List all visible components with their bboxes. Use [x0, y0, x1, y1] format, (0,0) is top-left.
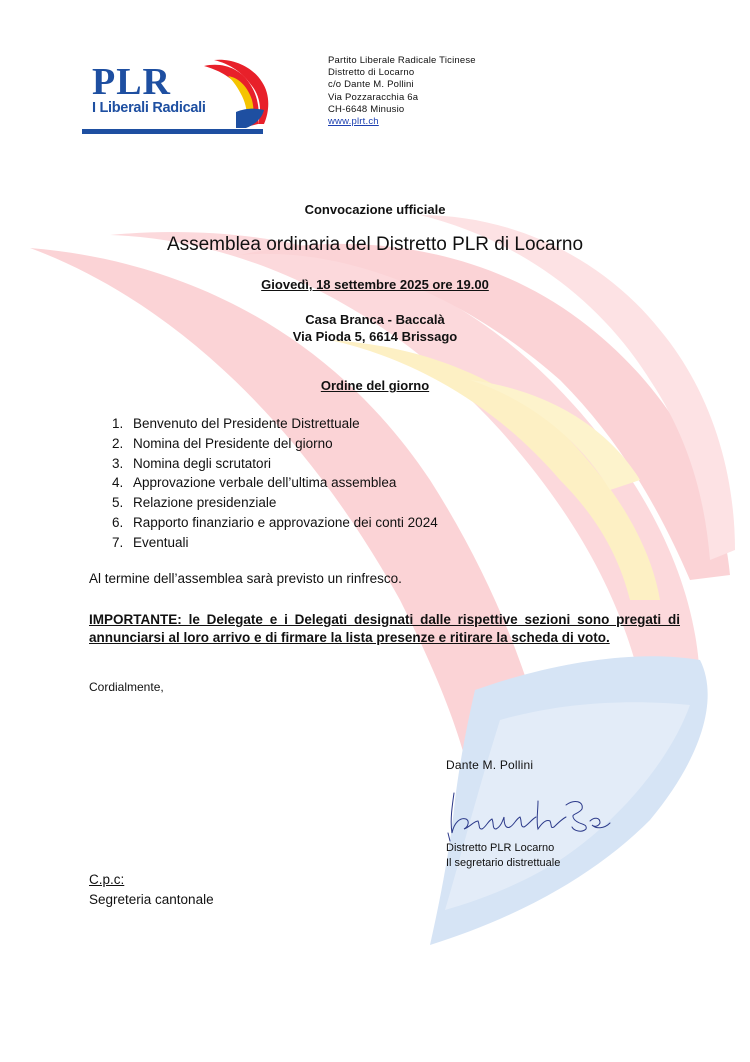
- salutation: Cordialmente,: [89, 680, 164, 694]
- logo-underline: [82, 129, 263, 134]
- venue-name: Casa Branca - Baccalà: [305, 312, 445, 327]
- agenda-item: [112, 513, 438, 533]
- agenda-text: Approvazione verbale dell’ultima assemblea: [133, 475, 397, 491]
- signer-role: Il segretario distrettuale: [446, 857, 561, 869]
- handwritten-signature: [440, 783, 620, 843]
- agenda-number: 6.: [112, 514, 124, 530]
- logo-subtitle: I Liberali Radicali: [92, 100, 206, 116]
- agenda-number: 4.: [112, 475, 124, 491]
- logo-mark: PLR: [92, 61, 171, 103]
- agenda-number: 3.: [112, 455, 124, 471]
- address-line: CH-6648 Minusio: [328, 103, 405, 115]
- agenda-heading: Ordine del giorno: [320, 378, 430, 393]
- signer-organization: Distretto PLR Locarno: [446, 842, 555, 854]
- cc-recipient: Segreteria cantonale: [89, 892, 214, 907]
- agenda-number: 1.: [112, 416, 124, 431]
- address-line: Distretto di Locarno: [328, 67, 415, 79]
- meeting-date: Giovedì, 18 settembre 2025 ore 19.00: [261, 277, 489, 292]
- important-period: .: [605, 629, 610, 645]
- agenda-number: 2.: [112, 435, 124, 451]
- agenda-item: [112, 473, 438, 493]
- agenda-list: [112, 414, 438, 553]
- important-notice: [89, 611, 680, 646]
- important-text: IMPORTANTE: le Delegate e i Delegati designati dalle rispettive sezioni sono pregati di annunciarsi al loro arrivo e di firmare la lista presenze e ritirare la scheda di voto: [89, 612, 680, 645]
- agenda-text: Nomina del Presidente del giorno: [133, 435, 333, 451]
- agenda-number: 7.: [112, 534, 124, 550]
- agenda-number: 5.: [112, 495, 124, 511]
- agenda-text: Rapporto finanziario e approvazione dei conti 2024: [133, 514, 438, 530]
- cc-label: C.p.c:: [89, 872, 125, 887]
- agenda-item: [112, 533, 438, 553]
- agenda-item: [112, 434, 438, 454]
- venue-address: Via Pioda 5, 6614 Brissago: [292, 329, 458, 344]
- closing-note: Al termine dell’assemblea sarà previsto un rinfresco.: [89, 571, 402, 586]
- agenda-item: [112, 493, 438, 513]
- address-line: c/o Dante M. Pollini: [328, 79, 414, 91]
- agenda-item: [112, 454, 438, 474]
- plr-logo: [82, 58, 272, 140]
- document-title: Assemblea ordinaria del Distretto PLR di Locarno: [166, 234, 584, 255]
- agenda-item: [112, 414, 438, 434]
- flame-icon: [202, 58, 272, 130]
- agenda-text: Eventuali: [133, 534, 189, 550]
- signer-name: Dante M. Pollini: [446, 758, 534, 772]
- agenda-text: Benvenuto del Presidente Distrettuale: [133, 416, 360, 431]
- convocation-label: Convocazione ufficiale: [304, 202, 446, 217]
- sender-address: [328, 55, 476, 128]
- address-line: Via Pozzaracchia 6a: [328, 91, 419, 103]
- website-link[interactable]: www.plrt.ch: [328, 116, 379, 128]
- agenda-text: Nomina degli scrutatori: [133, 455, 272, 471]
- agenda-text: Relazione presidenziale: [133, 495, 277, 511]
- address-line: Partito Liberale Radicale Ticinese: [328, 55, 476, 66]
